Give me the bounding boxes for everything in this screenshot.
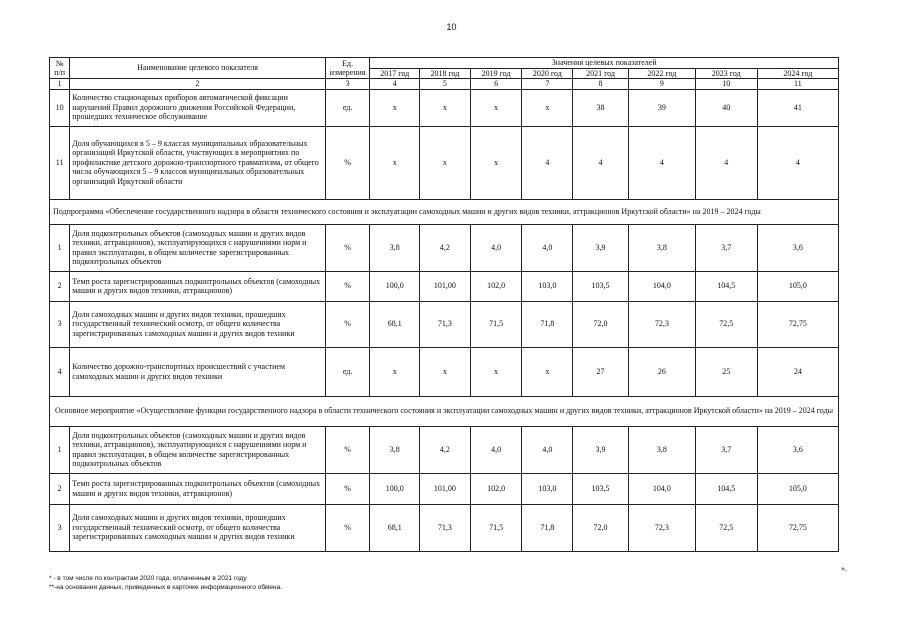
indicator-name: Темп роста зарегистрированных подконтрольных объектов (самоходных машин и других видов техники, аттракционов) [70, 473, 326, 504]
header-name: Наименование целевого показателя [70, 58, 326, 79]
unit-cell: ед. [325, 89, 370, 126]
section-title: Основное мероприятие «Осуществление функции государственного надзора в области технического состояния и эксплуатации самоходных машин и других видов техники, аттракционов Иркутской области» на 2019 – 2024 годы [50, 396, 839, 426]
header-column-number: 1 [50, 79, 70, 90]
header-year: 2019 год [470, 68, 522, 79]
value-cell: х [470, 126, 522, 199]
row-number: 1 [50, 426, 70, 473]
unit-cell: % [325, 301, 370, 347]
indicators-table [49, 57, 839, 552]
header-year: 2017 год [370, 68, 420, 79]
value-cell: 27 [573, 347, 629, 396]
header-column-number: 5 [420, 79, 471, 90]
value-cell: 104,0 [628, 271, 695, 301]
header-column-number: 6 [470, 79, 522, 90]
row-number: 11 [50, 126, 70, 199]
header-column-number: 9 [628, 79, 695, 90]
value-cell: 72,5 [695, 301, 757, 347]
value-cell: х [420, 89, 471, 126]
value-cell: х [470, 89, 522, 126]
value-cell: 72,5 [695, 504, 757, 551]
value-cell: 26 [628, 347, 695, 396]
value-cell: 72,75 [757, 301, 838, 347]
value-cell: 3,8 [628, 426, 695, 473]
value-cell: 71,8 [522, 301, 573, 347]
value-cell: 3,8 [370, 224, 420, 271]
header-column-number: 11 [757, 79, 838, 90]
value-cell: 4 [522, 126, 573, 199]
value-cell: х [370, 126, 420, 199]
value-cell: 25 [695, 347, 757, 396]
unit-cell: % [325, 224, 370, 271]
row-number: 2 [50, 473, 70, 504]
header-num: № п/п [50, 58, 70, 79]
value-cell: 68,1 [370, 504, 420, 551]
indicator-name: Количество стационарных приборов автоматической фиксации нарушений Правил дорожного движения Российской Федерации, прошедших техническое обслуживание [70, 89, 326, 126]
value-cell: 71,5 [470, 504, 522, 551]
header-year: 2018 год [420, 68, 471, 79]
value-cell: 24 [757, 347, 838, 396]
value-cell: 104,5 [695, 473, 757, 504]
header-column-number: 7 [522, 79, 573, 90]
header-column-number: 4 [370, 79, 420, 90]
value-cell: 105,0 [757, 271, 838, 301]
value-cell: 105,0 [757, 473, 838, 504]
value-cell: 72,3 [628, 301, 695, 347]
value-cell: 3,7 [695, 224, 757, 271]
footnote-2: **-на основании данных, приведенных в карточке информационного обмена. [49, 584, 283, 591]
unit-cell: % [325, 426, 370, 473]
value-cell: 4,0 [522, 224, 573, 271]
value-cell: 101,00 [420, 473, 471, 504]
value-cell: 71,3 [420, 301, 471, 347]
header-column-number: 3 [325, 79, 370, 90]
header-year: 2021 год [573, 68, 629, 79]
indicator-name: Доля самоходных машин и других видов техники, прошедших государственный технический осмотр, от общего количества зарегистрированных самоходных машин и других видов техники [70, 301, 326, 347]
header-year: 2024 год [757, 68, 838, 79]
value-cell: 3,6 [757, 426, 838, 473]
unit-cell: ед. [325, 347, 370, 396]
header-values-title: Значения целевых показателей [370, 58, 839, 69]
table-row [50, 89, 839, 126]
value-cell: 101,00 [420, 271, 471, 301]
table-row [50, 126, 839, 199]
value-cell: 3,8 [370, 426, 420, 473]
value-cell: 72,0 [573, 504, 629, 551]
value-cell: 72,3 [628, 504, 695, 551]
unit-cell: % [325, 126, 370, 199]
value-cell: 3,6 [757, 224, 838, 271]
value-cell: 41 [757, 89, 838, 126]
value-cell: 103,5 [573, 473, 629, 504]
table-row [50, 426, 839, 473]
value-cell: х [522, 89, 573, 126]
value-cell: 4,0 [522, 426, 573, 473]
value-cell: 3,9 [573, 224, 629, 271]
table-row [50, 504, 839, 551]
value-cell: 72,75 [757, 504, 838, 551]
value-cell: 100,0 [370, 473, 420, 504]
value-cell: 100,0 [370, 271, 420, 301]
header-year: 2023 год [695, 68, 757, 79]
header-column-number: 10 [695, 79, 757, 90]
footnotes [49, 574, 282, 592]
row-number: 10 [50, 89, 70, 126]
value-cell: 104,0 [628, 473, 695, 504]
indicator-name: Доля подконтрольных объектов (самоходных машин и других видов техники, аттракционов), эксплуатирующихся с нарушениями норм и правил эксплуатации, в общем количестве зарегистрированных подконтрольных объектов [70, 426, 326, 473]
value-cell: 4,2 [420, 426, 471, 473]
header-column-number: 8 [573, 79, 629, 90]
value-cell: 40 [695, 89, 757, 126]
section-row [50, 199, 839, 224]
value-cell: 71,5 [470, 301, 522, 347]
indicator-name: Темп роста зарегистрированных подконтрольных объектов (самоходных машин и других видов техники, аттракционов) [70, 271, 326, 301]
value-cell: х [420, 126, 471, 199]
value-cell: х [420, 347, 471, 396]
page-number: 10 [446, 22, 457, 32]
row-number: 1 [50, 224, 70, 271]
value-cell: х [370, 347, 420, 396]
value-cell: 103,0 [522, 271, 573, 301]
value-cell: 72,0 [573, 301, 629, 347]
table-row [50, 271, 839, 301]
value-cell: х [370, 89, 420, 126]
value-cell: 4 [573, 126, 629, 199]
value-cell: 71,8 [522, 504, 573, 551]
value-cell: 104,5 [695, 271, 757, 301]
value-cell: 103,5 [573, 271, 629, 301]
value-cell: 3,8 [628, 224, 695, 271]
section-title: Подпрограмма «Обеспечение государственного надзора в области технического состояния и эксплуатации самоходных машин и других видов техники, аттракционов Иркутской области» на 2019 – 2024 годы [50, 199, 839, 224]
header-year: 2020 год [522, 68, 573, 79]
value-cell: 38 [573, 89, 629, 126]
value-cell: 3,9 [573, 426, 629, 473]
unit-cell: % [325, 271, 370, 301]
value-cell: 4 [628, 126, 695, 199]
table-row [50, 301, 839, 347]
unit-cell: % [325, 504, 370, 551]
value-cell: 4 [695, 126, 757, 199]
value-cell: 4,0 [470, 224, 522, 271]
value-cell: 4,2 [420, 224, 471, 271]
indicator-name: Доля подконтрольных объектов (самоходных машин и других видов техники, аттракционов), эксплуатирующихся с нарушениями норм и правил эксплуатации, в общем количестве зарегистрированных подконтрольных объектов [70, 224, 326, 271]
footnote-1: * - в том числе по контрактам 2020 года, оплаченным в 2021 году [49, 575, 247, 582]
value-cell: 103,0 [522, 473, 573, 504]
indicator-name: Количество дорожно-транспортных происшествий с участием самоходных машин и других видов техники [70, 347, 326, 396]
value-cell: 3,7 [695, 426, 757, 473]
value-cell: х [522, 347, 573, 396]
table-body [50, 58, 839, 552]
value-cell: 68,1 [370, 301, 420, 347]
unit-cell: % [325, 473, 370, 504]
value-cell: 102,0 [470, 271, 522, 301]
closing-quote: ». [841, 564, 847, 573]
section-row [50, 396, 839, 426]
row-number: 3 [50, 301, 70, 347]
value-cell: 71,3 [420, 504, 471, 551]
header-year: 2022 год [628, 68, 695, 79]
indicator-name: Доля обучающихся в 5 – 9 классах муниципальных образовательных организаций Иркутской области, участвующих в мероприятиях по профилактике детского дорожно-транспортного травматизма, от общего числа обучающихся 5 – 9 классов муниципальных образовательных организаций Иркутской области [70, 126, 326, 199]
table-row [50, 473, 839, 504]
value-cell: х [470, 347, 522, 396]
header-unit: Ед. измерения [325, 58, 370, 79]
indicator-name: Доля самоходных машин и других видов техники, прошедших государственный технический осмотр, от общего количества зарегистрированных самоходных машин и других видов техники [70, 504, 326, 551]
header-column-number: 2 [70, 79, 326, 90]
row-number: 3 [50, 504, 70, 551]
table-row [50, 224, 839, 271]
value-cell: 102,0 [470, 473, 522, 504]
value-cell: 4 [757, 126, 838, 199]
row-number: 4 [50, 347, 70, 396]
header-column-numbers-row [50, 79, 839, 90]
value-cell: 4,0 [470, 426, 522, 473]
value-cell: 39 [628, 89, 695, 126]
row-number: 2 [50, 271, 70, 301]
table-row [50, 347, 839, 396]
